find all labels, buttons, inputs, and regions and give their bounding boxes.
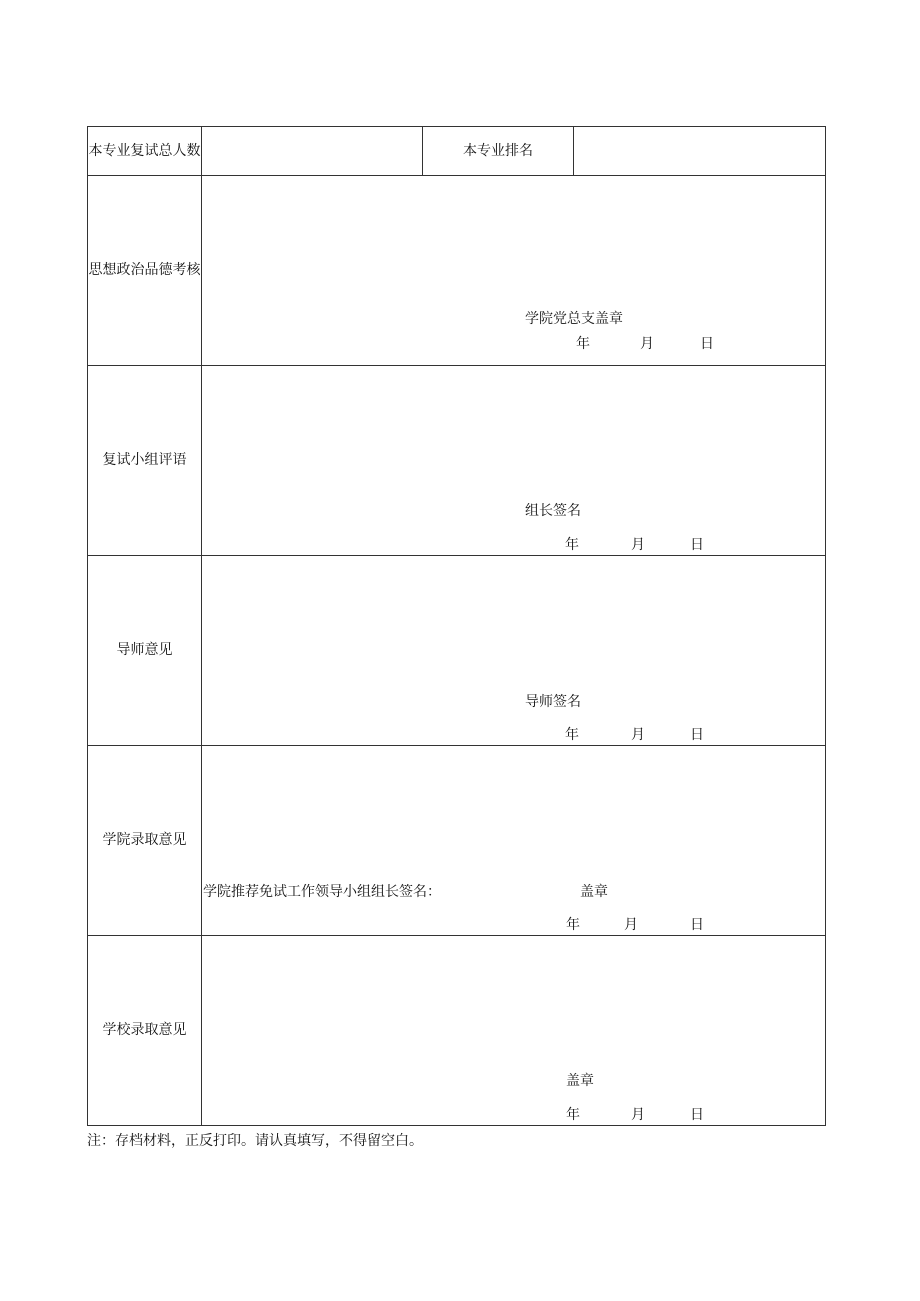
panel-month: 月 <box>631 537 645 553</box>
college-sign-label: 学院推荐免试工作领导小组组长签名： <box>203 884 441 900</box>
rank-value-field[interactable] <box>574 127 826 176</box>
college-day: 日 <box>690 917 704 933</box>
political-label: 思想政治品德考核 <box>88 176 202 366</box>
college-row <box>88 746 826 936</box>
total-label: 本专业复试总人数 <box>88 127 202 176</box>
header-row <box>88 127 826 176</box>
political-month: 月 <box>640 336 654 352</box>
panel-sign-label: 组长签名 <box>525 503 581 519</box>
panel-label: 复试小组评语 <box>88 366 202 556</box>
advisor-day: 日 <box>690 727 704 743</box>
panel-row <box>88 366 826 556</box>
political-sign-label: 学院党总支盖章 <box>525 311 623 327</box>
college-year: 年 <box>566 917 580 933</box>
admission-form-table <box>87 126 826 1126</box>
advisor-month: 月 <box>631 727 645 743</box>
panel-year: 年 <box>565 537 579 553</box>
college-label: 学院录取意见 <box>88 746 202 936</box>
college-stamp-label: 盖章 <box>580 884 608 900</box>
political-year: 年 <box>576 336 590 352</box>
total-value-field[interactable] <box>202 127 423 176</box>
school-stamp-label: 盖章 <box>566 1073 594 1089</box>
school-label: 学校录取意见 <box>88 936 202 1126</box>
school-row <box>88 936 826 1126</box>
advisor-year: 年 <box>565 727 579 743</box>
political-row <box>88 176 826 366</box>
advisor-content-area[interactable] <box>202 556 826 746</box>
advisor-row <box>88 556 826 746</box>
footnote: 注：存档材料，正反打印。请认真填写，不得留空白。 <box>87 1133 423 1149</box>
political-content-area[interactable] <box>202 176 826 366</box>
school-day: 日 <box>690 1107 704 1123</box>
school-month: 月 <box>631 1107 645 1123</box>
rank-label: 本专业排名 <box>423 127 574 176</box>
school-content-area[interactable] <box>202 936 826 1126</box>
college-content-area[interactable] <box>202 746 826 936</box>
advisor-sign-label: 导师签名 <box>525 694 581 710</box>
college-month: 月 <box>624 917 638 933</box>
panel-content-area[interactable] <box>202 366 826 556</box>
political-day: 日 <box>700 336 714 352</box>
advisor-label: 导师意见 <box>88 556 202 746</box>
panel-day: 日 <box>690 537 704 553</box>
school-year: 年 <box>566 1107 580 1123</box>
